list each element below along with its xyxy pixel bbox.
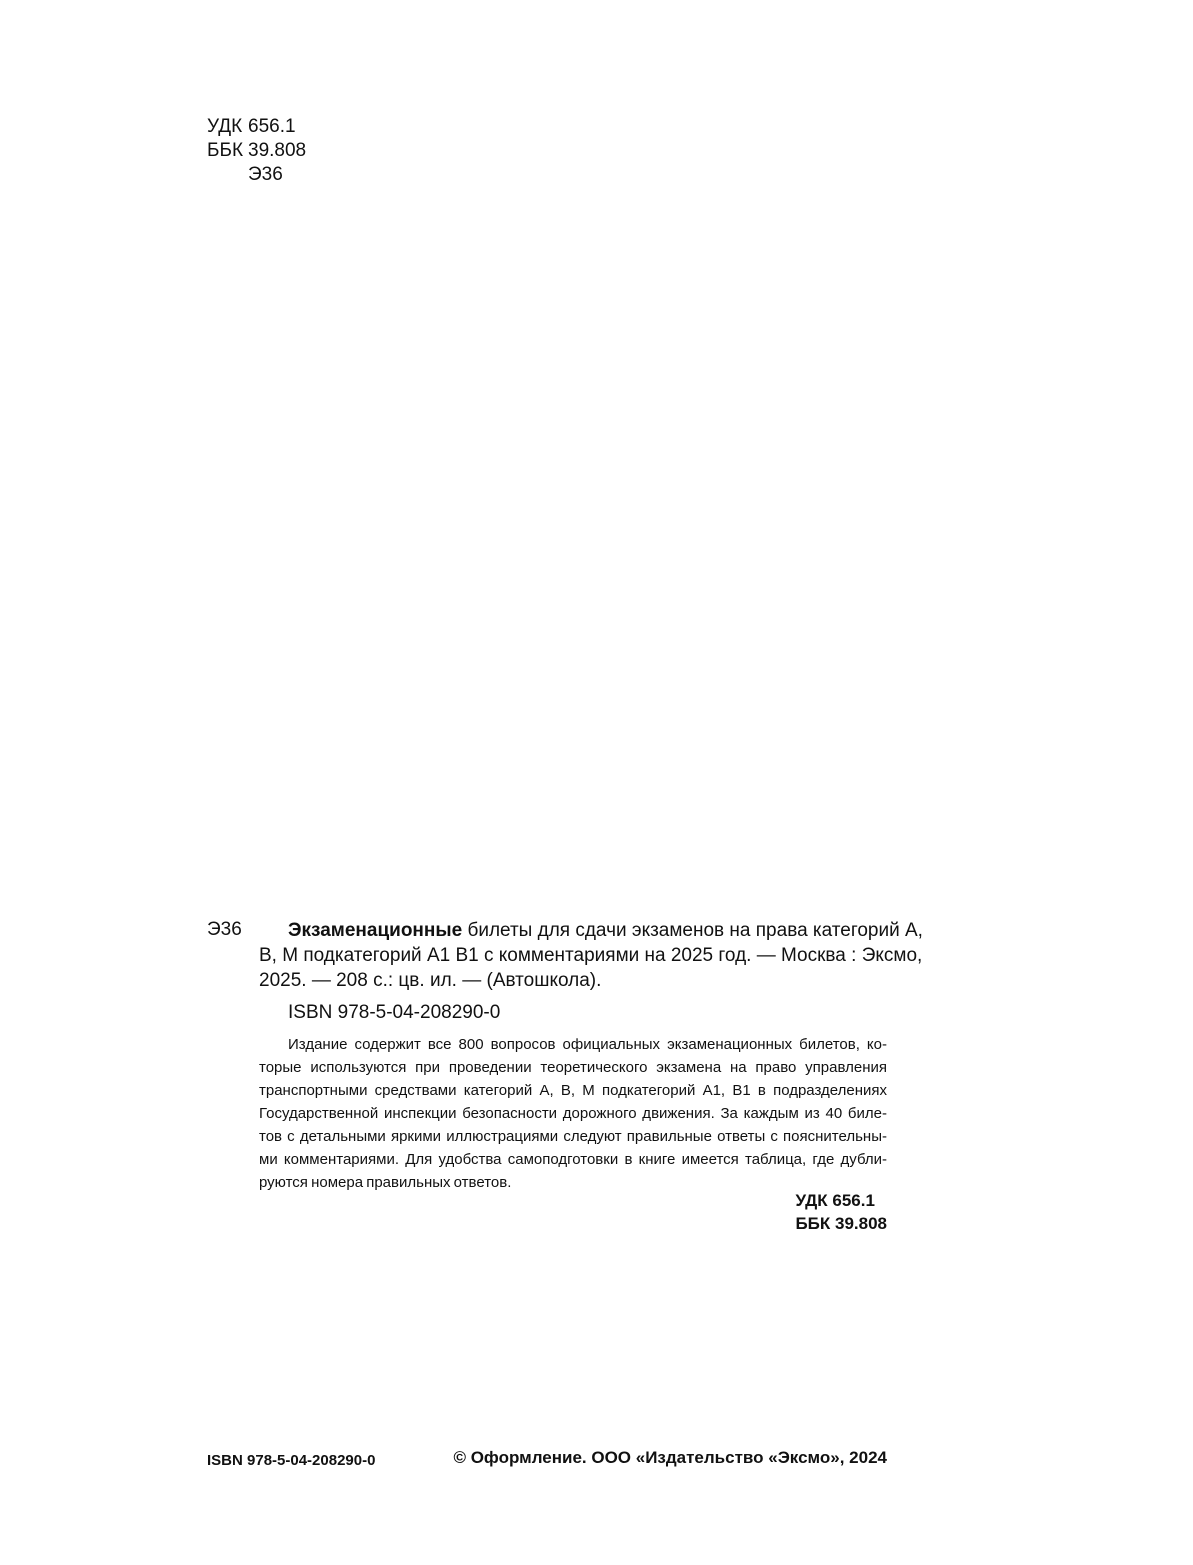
catalog-entry-line-3: 2025. — 208 с.: цв. ил. — (Автошкола). (259, 970, 602, 991)
bbk-label: ББК (207, 140, 244, 161)
catalog-entry-cipher: Э36 (207, 919, 242, 940)
annotation-line: ми комментариями. Для удобства самоподготовки в книге имеется таблица, где дубли- (259, 1151, 887, 1168)
bbk-value: 39.808 (248, 140, 307, 161)
udk-label: УДК (207, 116, 243, 137)
bbk-row (207, 139, 306, 163)
annotation-line: тов с детальными яркими иллюстрациями следуют правильные ответы с пояснительны- (259, 1128, 887, 1145)
author-cipher: Э36 (248, 164, 283, 185)
bbk-code-bottom: ББК 39.808 (795, 1214, 887, 1233)
footer-copyright: © Оформление. ООО «Издательство «Эксмо», 2024 (453, 1448, 887, 1467)
annotation-paragraph (259, 1033, 887, 1194)
annotation-line: Издание содержит все 800 вопросов официальных экзаменационных билетов, ко- (288, 1036, 887, 1053)
book-title-bold: Экзаменационные (288, 920, 463, 941)
annotation-line: руются номера правильных ответов. (259, 1174, 512, 1191)
annotation-line: транспортными средствами категорий А, В, М подкатегорий А1, В1 в подразделениях (259, 1082, 887, 1099)
catalog-entry-line-1-rest: билеты для сдачи экзаменов на права категорий А, (462, 920, 923, 941)
udk-value: 656.1 (248, 116, 296, 137)
catalog-entry-line-1 (259, 918, 923, 943)
udk-code-bottom: УДК 656.1 (795, 1191, 875, 1210)
udk-row (207, 115, 306, 139)
footer-isbn: ISBN 978-5-04-208290-0 (207, 1452, 376, 1469)
classification-block-bottom (795, 1189, 887, 1235)
catalog-entry-isbn: ISBN 978-5-04-208290-0 (288, 1002, 501, 1023)
author-cipher-row (207, 163, 306, 187)
classification-block-top (207, 115, 306, 187)
catalog-entry (259, 918, 923, 993)
annotation-line: Государственной инспекции безопасности дорожного движения. За каждым из 40 биле- (259, 1105, 887, 1122)
catalog-entry-line-2: В, М подкатегорий А1 В1 с комментариями на 2025 год. — Москва : Эксмо, (259, 945, 923, 966)
annotation-line: торые используются при проведении теоретического экзамена на право управления (259, 1059, 887, 1076)
